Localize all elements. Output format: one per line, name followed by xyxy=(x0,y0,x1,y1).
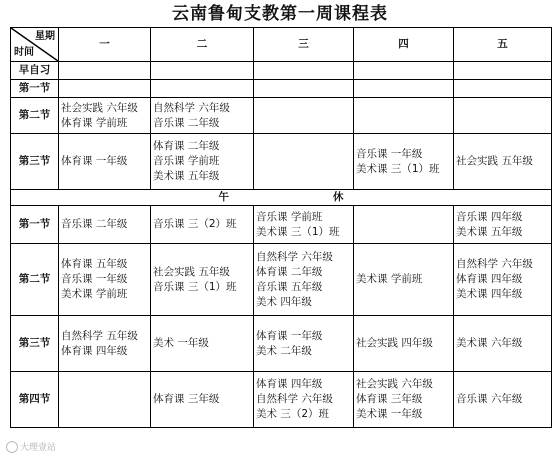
class-entry: 音乐课 学前班 xyxy=(256,210,323,223)
morning-period-row xyxy=(11,80,552,98)
noon-break-left: 午 xyxy=(218,191,229,203)
class-cell xyxy=(454,62,552,80)
period-label: 第二节 xyxy=(11,98,59,134)
class-entry: 社会实践 五年级 xyxy=(456,155,533,167)
morning-period-row xyxy=(11,62,552,80)
class-entry: 音乐课 四年级 xyxy=(456,210,523,223)
class-entry: 体育课 四年级 xyxy=(61,344,128,357)
class-entry: 体育课 三年级 xyxy=(153,393,220,405)
class-entry: 体育课 一年级 xyxy=(61,155,128,167)
noon-break-right: 休 xyxy=(333,191,344,203)
class-cell xyxy=(254,244,354,316)
class-entry: 美术课 六年级 xyxy=(456,337,523,349)
schedule-body xyxy=(11,28,552,428)
day-header: 四 xyxy=(354,28,454,62)
class-cell xyxy=(151,372,254,428)
class-cell xyxy=(254,62,354,80)
class-cell xyxy=(151,134,254,190)
class-entry: 美术课 三（1）班 xyxy=(356,162,440,175)
period-label: 第四节 xyxy=(11,372,59,428)
noon-break-cell xyxy=(11,190,552,206)
class-entry: 美术课 学前班 xyxy=(356,273,423,285)
class-entry: 美术 二年级 xyxy=(256,344,312,357)
class-cell xyxy=(454,372,552,428)
class-cell xyxy=(59,134,151,190)
class-entry: 体育课 二年级 xyxy=(256,265,323,278)
class-entry: 美术 一年级 xyxy=(153,337,209,349)
class-cell xyxy=(354,372,454,428)
class-entry: 体育课 学前班 xyxy=(61,116,128,129)
class-entry: 社会实践 六年级 xyxy=(356,378,433,390)
class-cell xyxy=(454,98,552,134)
class-entry: 美术课 五年级 xyxy=(153,170,220,182)
afternoon-period-row xyxy=(11,372,552,428)
class-entry: 美术 四年级 xyxy=(256,295,312,308)
afternoon-period-row xyxy=(11,206,552,244)
period-label: 第三节 xyxy=(11,134,59,190)
class-cell xyxy=(151,80,254,98)
class-cell xyxy=(354,134,454,190)
class-cell xyxy=(354,98,454,134)
class-entry: 音乐课 三（1）班 xyxy=(153,280,237,293)
class-entry: 音乐课 一年级 xyxy=(61,273,128,285)
class-entry: 音乐课 二年级 xyxy=(153,116,220,129)
class-entry: 美术课 三（1）班 xyxy=(256,225,340,238)
class-cell xyxy=(454,80,552,98)
class-cell xyxy=(354,80,454,98)
class-entry: 音乐课 学前班 xyxy=(153,155,220,167)
class-entry: 美术课 四年级 xyxy=(456,288,523,300)
schedule-table xyxy=(10,27,552,428)
class-cell xyxy=(454,206,552,244)
header-row xyxy=(11,28,552,62)
class-cell xyxy=(254,206,354,244)
day-header: 二 xyxy=(151,28,254,62)
class-cell xyxy=(254,98,354,134)
class-entry: 音乐课 三（2）班 xyxy=(153,218,237,230)
afternoon-period-row xyxy=(11,244,552,316)
class-entry: 自然科学 六年级 xyxy=(153,101,230,114)
class-entry: 社会实践 五年级 xyxy=(153,265,230,278)
period-label: 第一节 xyxy=(11,80,59,98)
class-cell xyxy=(454,134,552,190)
class-cell xyxy=(59,244,151,316)
class-entry: 音乐课 二年级 xyxy=(61,218,128,230)
noon-break-row xyxy=(11,190,552,206)
watermark xyxy=(6,440,56,454)
class-entry: 美术课 五年级 xyxy=(456,225,523,238)
class-entry: 美术 三（2）班 xyxy=(256,408,330,420)
period-label: 第一节 xyxy=(11,206,59,244)
class-cell xyxy=(151,244,254,316)
period-label: 早自习 xyxy=(11,62,59,80)
class-entry: 体育课 五年级 xyxy=(61,258,128,270)
class-cell xyxy=(454,244,552,316)
class-entry: 音乐课 五年级 xyxy=(256,280,323,293)
period-label: 第二节 xyxy=(11,244,59,316)
page-title: 云南鲁甸支教第一周课程表 xyxy=(172,4,388,24)
class-entry: 体育课 四年级 xyxy=(456,273,523,285)
afternoon-period-row xyxy=(11,316,552,372)
class-entry: 自然科学 六年级 xyxy=(456,258,533,270)
class-cell xyxy=(354,206,454,244)
class-entry: 体育课 一年级 xyxy=(256,329,323,342)
day-header: 五 xyxy=(454,28,552,62)
class-cell xyxy=(59,98,151,134)
class-entry: 社会实践 四年级 xyxy=(356,337,433,349)
class-entry: 自然科学 五年级 xyxy=(61,329,138,342)
class-cell xyxy=(59,316,151,372)
day-header: 三 xyxy=(254,28,354,62)
class-entry: 音乐课 六年级 xyxy=(456,393,523,405)
class-cell xyxy=(151,206,254,244)
corner-time-label: 时间 xyxy=(14,47,34,58)
watermark-logo-icon xyxy=(6,441,18,453)
class-cell xyxy=(254,316,354,372)
class-entry: 美术课 一年级 xyxy=(356,408,423,420)
corner-weekday-label: 星期 xyxy=(35,31,55,42)
class-cell xyxy=(151,316,254,372)
class-cell xyxy=(254,372,354,428)
class-cell xyxy=(354,316,454,372)
class-entry: 社会实践 六年级 xyxy=(61,101,138,114)
class-entry: 体育课 二年级 xyxy=(153,140,220,152)
class-cell xyxy=(354,244,454,316)
class-entry: 体育课 三年级 xyxy=(356,393,423,405)
class-cell xyxy=(151,98,254,134)
morning-period-row xyxy=(11,134,552,190)
period-label: 第三节 xyxy=(11,316,59,372)
class-cell xyxy=(59,62,151,80)
class-entry: 美术课 学前班 xyxy=(61,288,128,300)
class-cell xyxy=(354,62,454,80)
class-cell xyxy=(454,316,552,372)
class-cell xyxy=(59,372,151,428)
class-cell xyxy=(254,80,354,98)
class-entry: 自然科学 六年级 xyxy=(256,250,333,263)
class-cell xyxy=(59,206,151,244)
class-entry: 自然科学 六年级 xyxy=(256,393,333,405)
class-entry: 体育课 四年级 xyxy=(256,378,323,390)
watermark-text: 大理壹站 xyxy=(20,442,57,453)
day-header: 一 xyxy=(59,28,151,62)
class-cell xyxy=(59,80,151,98)
morning-period-row xyxy=(11,98,552,134)
class-entry: 音乐课 一年级 xyxy=(356,147,423,160)
corner-cell xyxy=(11,28,59,62)
class-cell xyxy=(254,134,354,190)
class-cell xyxy=(151,62,254,80)
